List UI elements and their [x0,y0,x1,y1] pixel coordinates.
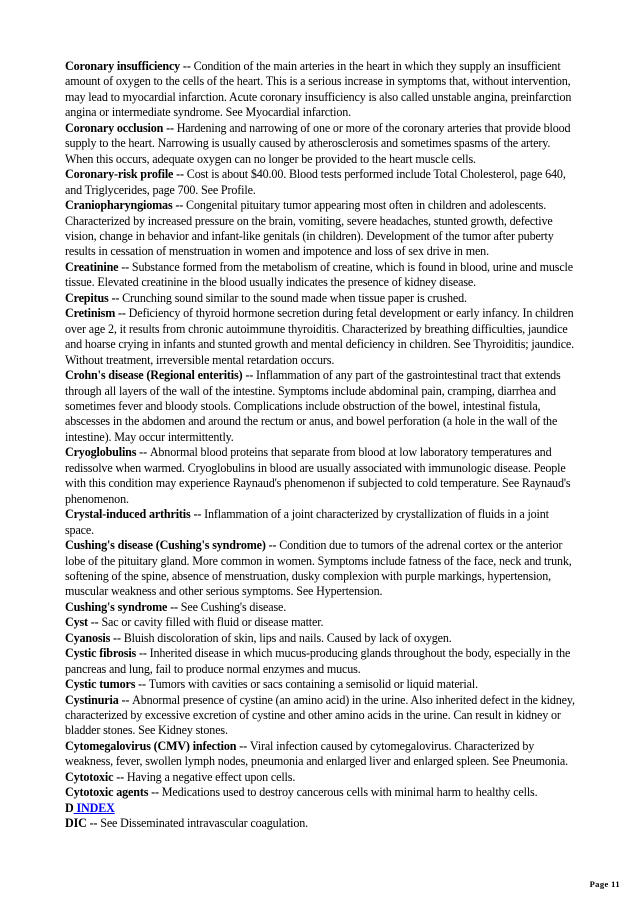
glossary-entry [65,770,575,785]
glossary-entry [65,507,575,538]
entry-term: Cryoglobulins [65,445,137,460]
index-link[interactable]: INDEX [73,800,115,815]
glossary-entry [65,121,575,167]
entry-term: Crohn's disease (Regional enteritis) [65,368,243,383]
glossary-entry [65,739,575,770]
entry-term: Coronary occlusion [65,120,164,135]
entry-list [65,59,575,801]
entry-separator: -- [172,198,187,213]
entry-separator: -- [190,507,205,522]
glossary-entry [65,816,575,831]
glossary-entry [65,615,575,630]
entry-term: Coronary-risk profile [65,167,174,182]
entry-term: Cystic tumors [65,677,136,692]
entry-separator: -- [236,738,250,753]
entry-definition: See Cushing's disease. [180,599,287,614]
entry-definition: Condition of the main arteries in the heart in which they supply an insufficient amount of oxygen to the cells of the heart. This is a serious increase in symptoms that, without intervention, may lead to myocardial infarction. Acute coronary insufficiency is also called unstable angina, preinfarction angina or intermediate syndrome. See Myocardial infarction. [65,59,572,120]
entry-separator: -- [118,259,132,274]
entry-separator: -- [242,368,256,383]
glossary-page [65,59,575,832]
entry-term: Cretinism [65,306,116,321]
entry-definition: Tumors with cavities or sacs containing a semisolid or liquid material. [148,677,478,692]
entry-separator: -- [180,59,194,73]
glossary-entry [65,631,575,646]
entry-term: Craniopharyngiomas [65,198,173,213]
glossary-entry [65,538,575,600]
entry-term: DIC [65,816,87,831]
entry-definition: Inflammation of any part of the gastrointestinal tract that extends through all layers of the wall of the intestine. Symptoms include abdominal pain, cramping, diarrhea and sometimes fever and bloody stools. Complications include obstruction of the bowel, intestinal fistula, abscesses in the abdomen and around the rectum or anus, and bowel perforation (a hole in the wall of the intestine). May occur intermittently. [65,368,561,444]
page-number: Page 11 [589,879,620,889]
tail-entry-list [65,816,575,831]
entry-term: Cystinuria [65,692,119,707]
entry-term: Cyst [65,615,88,630]
glossary-entry [65,167,575,198]
entry-definition: Deficiency of thyroid hormone secretion during fetal development or early infancy. In children over age 2, it results from chronic autoimmune thyroiditis. Characterized by breathing difficulties, jaundice and hoarse crying in infants and stunted growth and mental deficiency in children. See Thyroiditis; jaundice. Without treatment, irreversible mental retardation occurs. [65,306,575,367]
entry-term: Cushing's syndrome [65,599,168,614]
index-letter: D [65,800,74,815]
entry-separator: -- [148,785,162,800]
entry-definition: Abnormal presence of cystine (an amino acid) in the urine. Also inherited defect in the kidney, characterized by excessive excretion of cystine and other amino acids in the urine. Can result in kidney or bladder stones. See Kidney stones. [65,692,575,738]
entry-definition: Inherited disease in which mucus-producing glands throughout the body, especially in the pancreas and lung, fail to produce normal enzymes and mucus. [65,646,571,676]
entry-separator: -- [86,816,101,831]
entry-definition: Bluish discoloration of skin, lips and nails. Caused by lack of oxygen. [123,630,452,645]
glossary-entry [65,291,575,306]
glossary-entry [65,306,575,368]
glossary-entry [65,600,575,615]
entry-definition: See Disseminated intravascular coagulation. [100,816,309,831]
entry-definition: Cost is about $40.00. Blood tests performed include Total Cholesterol, page 640, and Triglycerides, page 700. See Profile. [65,167,566,197]
glossary-entry [65,677,575,692]
entry-separator: -- [115,306,129,321]
entry-term: Crepitus [65,290,109,305]
entry-term: Cyanosis [65,630,111,645]
glossary-entry [65,59,575,121]
entry-definition: Crunching sound similar to the sound made when tissue paper is crushed. [122,290,467,305]
entry-separator: -- [87,615,102,630]
entry-separator: -- [110,630,124,645]
entry-separator: -- [113,769,127,784]
entry-definition: Inflammation of a joint characterized by crystallization of fluids in a joint space. [65,507,549,537]
entry-separator: -- [163,120,177,135]
entry-definition: Abnormal blood proteins that separate from blood at low laboratory temperatures and redissolve when warmed. Cryoglobulins in blood are usually associated with immunologic disease. People with this condition may experience Raynaud's phenomenon if subjected to cold temperature. See Raynaud's phenomenon. [65,445,571,506]
entry-term: Cytotoxic agents [65,785,149,800]
entry-term: Creatinine [65,259,119,274]
entry-term: Cushing's disease (Cushing's syndrome) [65,538,266,553]
entry-separator: -- [173,167,187,182]
entry-definition: Condition due to tumors of the adrenal cortex or the anterior lobe of the pituitary gland. More common in women. Symptoms include fatness of the face, neck and trunk, softening of the spine, absence of menstruation, dusky complexion with purple markings, hypertension, muscular weakness and other serious symptoms. See Hypertension. [65,538,572,599]
entry-definition: Substance formed from the metabolism of creatine, which is found in blood, urine and muscle tissue. Elevated creatinine in the blood usually indicates the presence of kidney disease. [65,259,573,290]
entry-definition: Viral infection caused by cytomegalovirus. Characterized by weakness, fever, swollen lymph nodes, pneumonia and enlarged liver and enlarged spleen. See Pneumonia. [65,738,568,769]
entry-definition: Medications used to destroy cancerous cells with minimal harm to healthy cells. [161,785,538,800]
entry-separator: -- [167,599,181,614]
entry-separator: -- [265,538,280,553]
glossary-entry [65,445,575,507]
entry-definition: Hardening and narrowing of one or more of the coronary arteries that provide blood supply to the heart. Narrowing is usually caused by atherosclerosis and sometimes spasms of the artery. When this occurs, adequate oxygen can no longer be provided to the heart muscle cells. [65,120,571,166]
entry-definition: Sac or cavity filled with fluid or disease matter. [101,615,324,630]
entry-term: Coronary insufficiency [65,59,181,73]
entry-separator: -- [136,646,150,661]
glossary-entry [65,646,575,677]
glossary-entry [65,368,575,445]
entry-separator: -- [118,692,133,707]
entry-term: Crystal-induced arthritis [65,507,191,522]
glossary-entry [65,260,575,291]
index-nav [65,801,575,816]
entry-term: Cystic fibrosis [65,646,137,661]
entry-separator: -- [135,677,149,692]
glossary-entry [65,693,575,739]
entry-separator: -- [108,290,123,305]
entry-term: Cytotoxic [65,769,114,784]
entry-definition: Having a negative effect upon cells. [126,769,296,784]
glossary-entry [65,198,575,260]
entry-term: Cytomegalovirus (CMV) infection [65,738,237,753]
glossary-entry [65,785,575,800]
entry-definition: Congenital pituitary tumor appearing most often in children and adolescents. Characterized by increased pressure on the brain, vomiting, severe headaches, stunted growth, defective vision, change in behavior and infant-like genitals (in children). Development of the tumor after puberty results in cessation of menstruation in women and impotence and loss of sex drive in men. [65,198,554,259]
entry-separator: -- [136,445,150,460]
